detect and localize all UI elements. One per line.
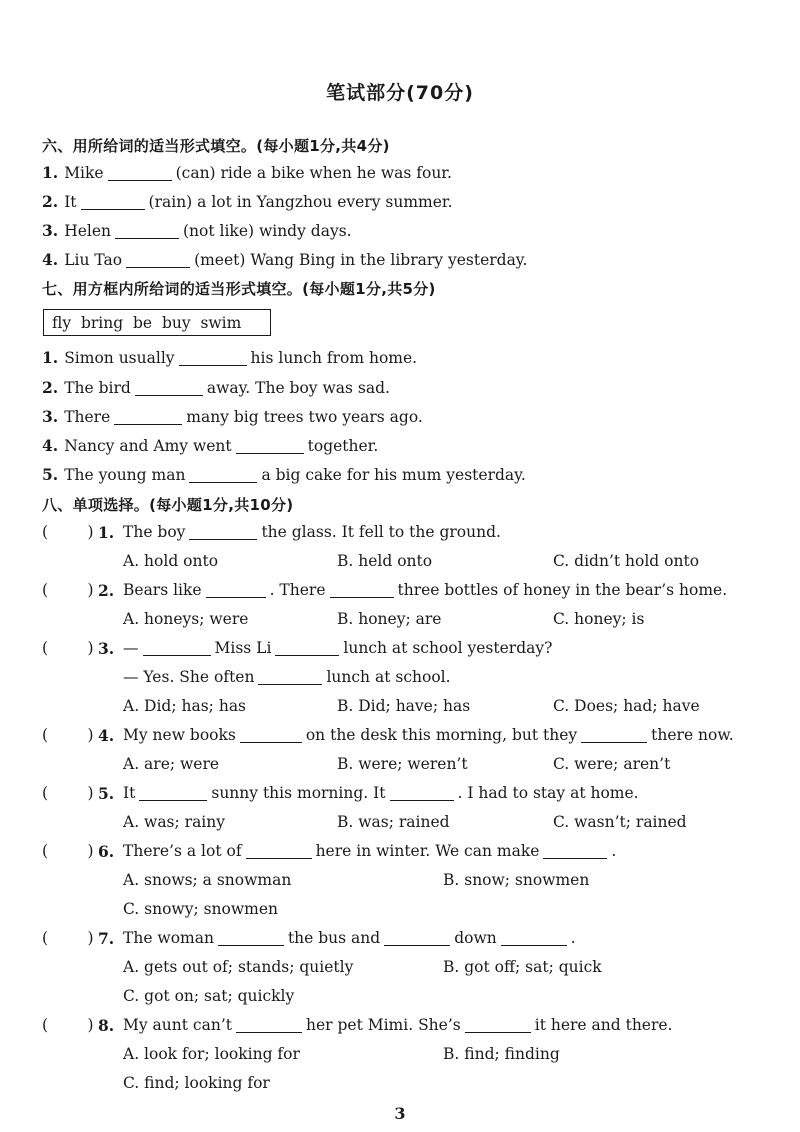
option-a[interactable]: A. honeys; were <box>123 610 249 628</box>
s7-item-2: 2. The bird away. The boy was sad. <box>42 378 390 397</box>
question-8-stem: My aunt can’t her pet Mimi. She’s it here and there. <box>123 1016 673 1034</box>
answer-blank[interactable] <box>126 252 190 269</box>
word-box: fly bring be buy swim <box>43 309 271 336</box>
question-number: 5. <box>98 784 115 803</box>
answer-blank <box>275 640 339 657</box>
answer-blank <box>143 640 211 657</box>
s7-item-1: 1. Simon usually his lunch from home. <box>42 348 418 367</box>
option-b[interactable]: B. was; rained <box>337 813 450 831</box>
answer-blank <box>330 582 394 599</box>
answer-blank[interactable] <box>236 438 304 455</box>
question-3-reply: — Yes. She often lunch at school. <box>123 668 451 686</box>
page-number: 3 <box>394 1104 406 1123</box>
answer-blank <box>246 843 312 860</box>
answer-blank <box>501 930 567 947</box>
answer-paren[interactable]: ( ) <box>42 639 94 657</box>
answer-paren[interactable]: ( ) <box>42 581 94 599</box>
answer-blank <box>543 843 607 860</box>
option-c[interactable]: C. wasn’t; rained <box>553 813 687 831</box>
answer-blank <box>258 669 322 686</box>
section-6-heading: 六、用所给词的适当形式填空。(每小题1分,共4分) <box>42 137 390 155</box>
answer-blank[interactable] <box>189 467 257 484</box>
s6-item-4: 4. Liu Tao (meet) Wang Bing in the library yesterday. <box>42 250 528 269</box>
question-number: 3. <box>98 639 115 658</box>
answer-blank <box>465 1017 531 1034</box>
answer-blank[interactable] <box>114 409 182 426</box>
s6-item-1: 1. Mike (can) ride a bike when he was four. <box>42 163 452 182</box>
option-c[interactable]: C. were; aren’t <box>553 755 671 773</box>
section-7-heading: 七、用方框内所给词的适当形式填空。(每小题1分,共5分) <box>42 280 436 298</box>
question-7-stem: The woman the bus and down . <box>123 929 576 947</box>
answer-paren[interactable]: ( ) <box>42 784 94 802</box>
s7-item-4: 4. Nancy and Amy went together. <box>42 436 379 455</box>
option-b[interactable]: B. snow; snowmen <box>443 871 590 889</box>
answer-paren[interactable]: ( ) <box>42 726 94 744</box>
s6-item-2: 2. It (rain) a lot in Yangzhou every summer. <box>42 192 453 211</box>
question-6-stem: There’s a lot of here in winter. We can make . <box>123 842 617 860</box>
answer-blank <box>240 727 302 744</box>
answer-paren[interactable]: ( ) <box>42 1016 94 1034</box>
answer-blank <box>581 727 647 744</box>
answer-blank[interactable] <box>115 223 179 240</box>
option-c[interactable]: C. snowy; snowmen <box>123 900 278 918</box>
option-a[interactable]: A. are; were <box>123 755 220 773</box>
section-8-heading: 八、单项选择。(每小题1分,共10分) <box>42 496 294 514</box>
question-4-stem: My new books on the desk this morning, but they there now. <box>123 726 734 744</box>
question-number: 7. <box>98 929 115 948</box>
answer-paren[interactable]: ( ) <box>42 929 94 947</box>
answer-paren[interactable]: ( ) <box>42 523 94 541</box>
option-a[interactable]: A. was; rainy <box>123 813 226 831</box>
question-3-stem: — Miss Li lunch at school yesterday? <box>123 639 553 657</box>
option-c[interactable]: C. find; looking for <box>123 1074 270 1092</box>
option-c[interactable]: C. didn’t hold onto <box>553 552 700 570</box>
question-number: 1. <box>98 523 115 542</box>
answer-blank <box>189 524 257 541</box>
option-a[interactable]: A. snows; a snowman <box>123 871 292 889</box>
answer-blank <box>236 1017 302 1034</box>
answer-blank <box>139 785 207 802</box>
option-c[interactable]: C. honey; is <box>553 610 645 628</box>
s7-item-3: 3. There many big trees two years ago. <box>42 407 423 426</box>
answer-blank <box>384 930 450 947</box>
option-a[interactable]: A. hold onto <box>123 552 219 570</box>
question-number: 2. <box>98 581 115 600</box>
answer-blank <box>206 582 266 599</box>
option-a[interactable]: A. look for; looking for <box>123 1045 300 1063</box>
option-b[interactable]: B. Did; have; has <box>337 697 471 715</box>
answer-blank[interactable] <box>179 350 247 367</box>
option-b[interactable]: B. honey; are <box>337 610 442 628</box>
question-2-stem: Bears like . There three bottles of honey in the bear’s home. <box>123 581 728 599</box>
s7-item-5: 5. The young man a big cake for his mum yesterday. <box>42 465 526 484</box>
s6-item-3: 3. Helen (not like) windy days. <box>42 221 352 240</box>
option-b[interactable]: B. held onto <box>337 552 433 570</box>
question-5-stem: It sunny this morning. It . I had to stay at home. <box>123 784 639 802</box>
answer-blank[interactable] <box>108 165 172 182</box>
answer-blank[interactable] <box>81 194 145 211</box>
option-c[interactable]: C. Does; had; have <box>553 697 700 715</box>
option-b[interactable]: B. got off; sat; quick <box>443 958 602 976</box>
question-number: 8. <box>98 1016 115 1035</box>
question-1-stem: The boy the glass. It fell to the ground. <box>123 523 501 541</box>
answer-blank <box>218 930 284 947</box>
question-number: 4. <box>98 726 115 745</box>
answer-paren[interactable]: ( ) <box>42 842 94 860</box>
option-b[interactable]: B. were; weren’t <box>337 755 468 773</box>
answer-blank[interactable] <box>135 380 203 397</box>
option-b[interactable]: B. find; finding <box>443 1045 560 1063</box>
question-number: 6. <box>98 842 115 861</box>
option-a[interactable]: A. gets out of; stands; quietly <box>123 958 354 976</box>
option-a[interactable]: A. Did; has; has <box>123 697 247 715</box>
option-c[interactable]: C. got on; sat; quickly <box>123 987 295 1005</box>
page-title: 笔试部分(70分) <box>326 82 474 104</box>
answer-blank <box>390 785 454 802</box>
